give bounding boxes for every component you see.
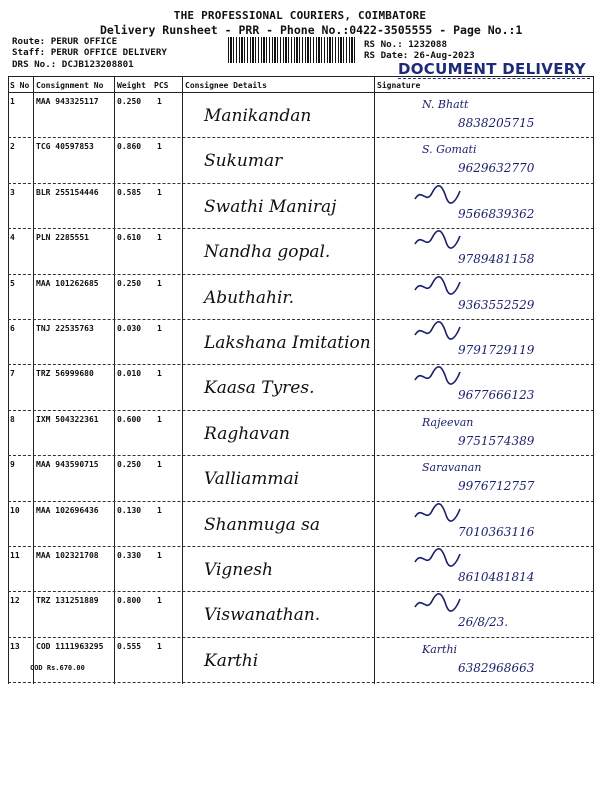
col-header-consignment: Consignment No [36,81,104,90]
col-header-pcs: PCS [154,81,169,90]
phone-number: 7010363116 [458,524,535,539]
table-row [8,591,594,639]
pcs-value: 1 [157,369,162,379]
consignment-number: TRZ 131251889 [36,596,99,606]
signature-scribble [412,501,462,529]
pcs-value: 1 [157,97,162,106]
phone-number: 8610481814 [458,570,535,584]
pcs-value: 1 [157,278,162,288]
page-title: THE PROFESSIONAL COURIERS, COIMBATORE [173,9,427,22]
weight-value: 0.030 [117,324,142,333]
signature-text: S. Gomati [422,143,477,157]
consignee-name: Shanmuga sa [204,514,321,535]
phone-number: 9363552529 [458,297,535,312]
staff-label: Staff: PERUR OFFICE DELIVERY [12,47,167,58]
consignment-number: MAA 943325117 [36,97,99,106]
consignment-number: BLR 255154446 [36,187,99,197]
consignment-number: MAA 102696436 [36,505,99,515]
weight-value: 0.800 [117,596,142,606]
pcs-value: 1 [157,460,162,470]
signature-scribble [412,228,462,256]
signature-text: N. Bhatt [422,98,469,111]
table-row [8,501,594,549]
table-row [8,546,594,594]
weight-value: 0.010 [117,369,142,379]
row-serial-number: 11 [10,551,20,560]
row-serial-number: 5 [10,278,15,288]
row-serial-number: 1 [10,97,15,106]
pcs-value: 1 [157,596,162,606]
signature-text: Saravanan [422,461,482,475]
pcs-value: 1 [157,551,162,560]
weight-value: 0.130 [117,505,142,515]
consignment-number: COD 1111963295 [36,641,104,651]
phone-number: 9789481158 [458,252,535,267]
weight-value: 0.600 [117,414,142,424]
table-row [8,228,594,276]
weight-value: 0.330 [117,551,142,560]
weight-value: 0.610 [117,233,142,243]
consignment-number: MAA 102321708 [36,551,99,560]
phone-number: 9976712757 [458,479,535,494]
table-row [8,92,594,140]
table-row [8,637,594,685]
document-delivery-stamp: DOCUMENT DELIVERY [398,60,586,78]
col-header-signature: Signature [377,81,421,90]
consignment-number: IXM 504322361 [36,414,99,424]
row-serial-number: 6 [10,324,15,333]
consignee-name: Viswanathan. [204,605,321,626]
route-label: Route: PERUR OFFICE [12,36,118,47]
runsheet-subtitle: Delivery Runsheet - PRR - Phone No.:0422-3505555 - Page No.:1 [100,23,523,37]
consignee-name: Nandha gopal. [204,242,331,263]
row-serial-number: 9 [10,460,15,470]
table-row [8,455,594,503]
row-serial-number: 7 [10,369,15,379]
phone-number: 8838205715 [458,116,535,130]
phone-number: 6382968663 [458,660,535,675]
col-header-sno: S No [10,81,30,90]
table-row [8,274,594,322]
rs-date: RS Date: 26-Aug-2023 [364,50,475,61]
row-divider [8,682,594,683]
consignee-name: Manikandan [204,106,312,126]
pcs-value: 1 [157,414,162,424]
consignment-number: TRZ 56999680 [36,369,94,379]
consignment-number: PLN 2285551 [36,233,89,243]
row-serial-number: 13 [10,641,20,651]
consignee-name: Swathi Maniraj [204,196,337,217]
pcs-value: 1 [157,142,162,152]
col-header-consignee: Consignee Details [185,81,267,90]
consignee-name: Valliammai [204,469,300,490]
phone-number: 9566839362 [458,206,535,221]
table-row [8,319,594,367]
phone-number: 9751574389 [458,433,535,448]
pcs-value: 1 [157,641,162,651]
signature-scribble [412,546,462,574]
weight-value: 0.860 [117,142,142,152]
pcs-value: 1 [157,233,162,243]
weight-value: 0.585 [117,187,142,197]
drs-number: DRS No.: DCJB123208801 [12,59,134,70]
phone-number: 26/8/23. [458,615,509,630]
table-top-border [8,76,594,77]
cod-amount: COD Rs.670.00 [30,663,85,672]
col-header-weight: Weight [117,81,146,90]
consignee-name: Raghavan [204,423,290,444]
consignment-number: TCG 40597853 [36,142,94,152]
pcs-value: 1 [157,324,162,333]
pcs-value: 1 [157,187,162,197]
consignee-name: Kaasa Tyres. [204,378,315,399]
consignee-name: Sukumar [204,151,283,172]
pcs-value: 1 [157,505,162,515]
consignment-number: MAA 101262685 [36,278,99,288]
consignment-number: MAA 943590715 [36,460,99,470]
signature-text: Rajeevan [422,415,474,429]
signature-text: Karthi [422,642,458,656]
row-serial-number: 12 [10,596,20,606]
weight-value: 0.250 [117,460,142,470]
signature-scribble [412,591,462,619]
weight-value: 0.250 [117,278,142,288]
barcode [228,37,356,63]
table-row [8,410,594,458]
table-row [8,183,594,231]
phone-number: 9677666123 [458,388,535,403]
signature-scribble [412,364,462,392]
table-row [8,137,594,185]
table-row [8,364,594,412]
row-serial-number: 3 [10,187,15,197]
phone-number: 9629632770 [458,161,535,176]
consignee-name: Vignesh [204,560,273,580]
row-serial-number: 10 [10,505,20,515]
row-serial-number: 8 [10,414,15,424]
consignee-name: Abuthahir. [204,287,295,308]
rs-number: RS No.: 1232088 [364,39,447,50]
runsheet-table [8,76,594,684]
signature-scribble [412,183,462,211]
consignee-name: Lakshana Imitation [204,333,371,353]
consignment-number: TNJ 22535763 [36,324,94,333]
weight-value: 0.250 [117,97,142,106]
signature-scribble [412,274,462,302]
signature-scribble [412,319,462,347]
row-serial-number: 2 [10,142,15,152]
weight-value: 0.555 [117,641,142,651]
phone-number: 9791729119 [458,343,535,357]
row-serial-number: 4 [10,233,15,243]
consignee-name: Karthi [204,650,259,671]
